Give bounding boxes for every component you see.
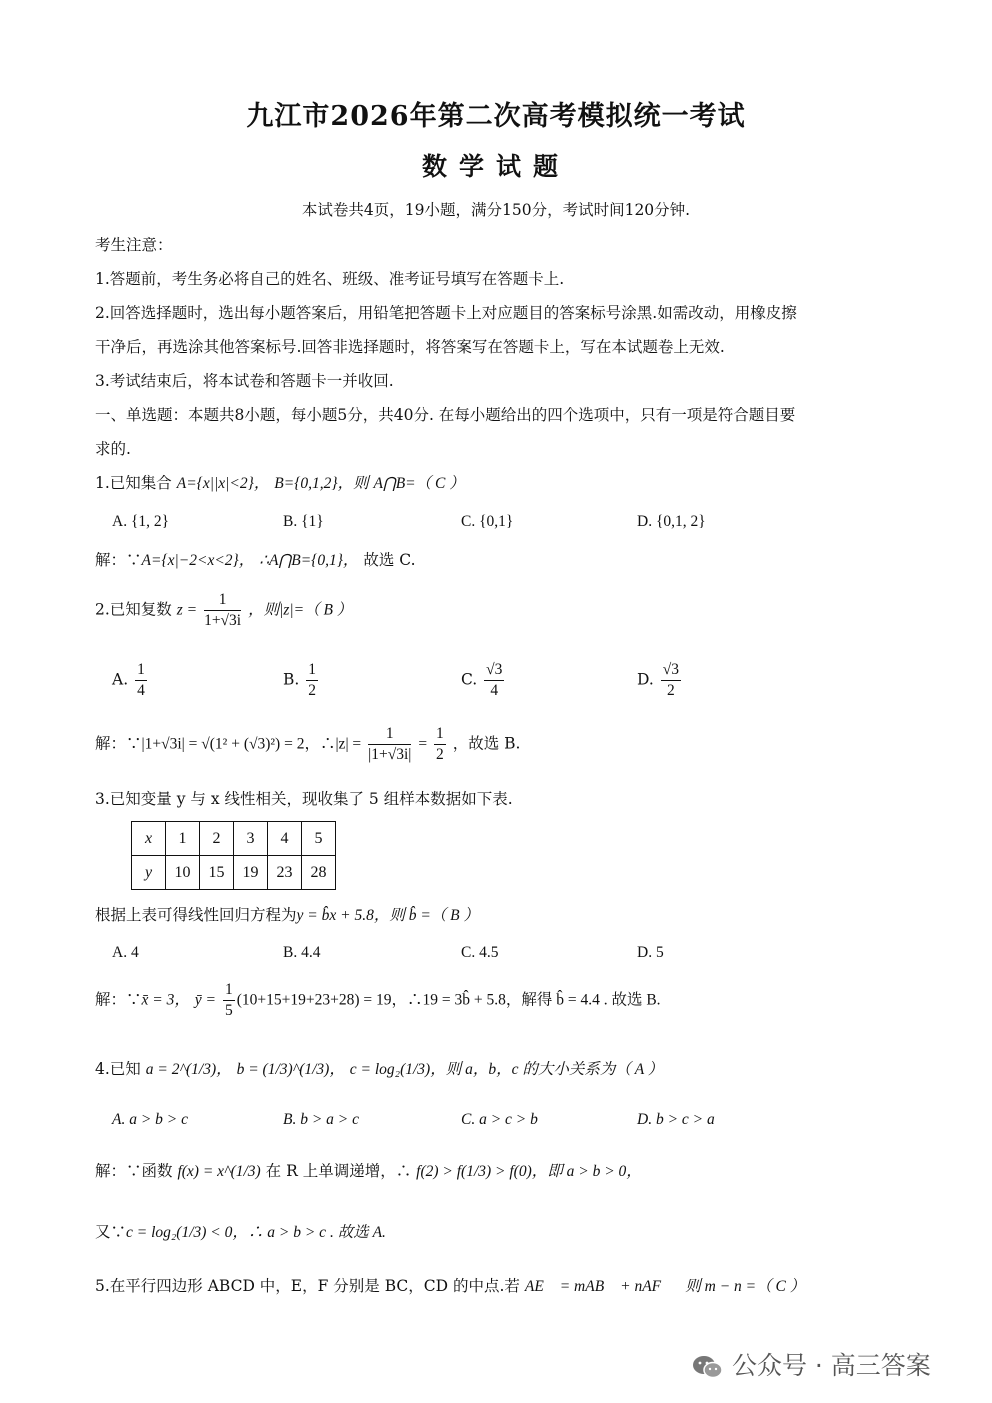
q2-option-d [637,660,683,701]
q4-c-expr: c = log₂(1/3)，则 a，b，c 的大小关系为（ A ） [349,1061,664,1078]
q2-frac-den: 1+√3i [204,612,242,629]
table-cell: 4 [268,822,302,856]
q2-opt-d-num: √3 [661,660,681,681]
q2-solution [95,724,520,765]
question-5 [95,1276,805,1297]
q3-regress-expr: y = b̂x + 5.8，则 b̂ =（ B ） [296,907,479,924]
q2-sol-frac2 [434,724,446,765]
q3-sol-rest: (10+15+19+23+28) = 19，∴19 = 3b̂ + 5.8，解得 b̂ = 4.4 . 故选 B. [236,991,661,1009]
q2-fraction [204,590,241,631]
q2-opt-c-den: 4 [490,682,499,699]
q2-sol-eq: = [418,735,428,753]
note-1: 1.答题前，考生务必将自己的姓名、班级、准考证号填写在答题卡上. [95,270,565,288]
q2-opt-c-frac [484,660,504,701]
q4-text: 已知 [109,1060,141,1078]
table-cell: 2 [200,822,234,856]
q3-regress-text: 根据上表可得线性回归方程为 [95,906,297,924]
q2-opt-a-den: 4 [137,682,145,699]
q3-option-b: B. 4.4 [283,944,321,961]
data-table [131,821,336,890]
q3-sol-frac [223,980,235,1021]
q3-regression [95,905,479,926]
table-cell: x [132,822,166,856]
q2-opt-b-frac [306,660,318,701]
q4-number: 4. [95,1060,110,1078]
q2-frac-num: 1 [204,590,241,611]
q4-option-c: C. a > c > b [461,1111,538,1128]
q3-option-a: A. 4 [112,944,139,961]
q2-sol-frac2-den: 2 [436,746,444,763]
q1-expr: A⋂B=（ C ） [373,475,465,492]
table-cell: 1 [166,822,200,856]
q1-option-c: C. {0,1} [461,513,514,530]
q4-sol1-prefix: 解：∵函数 [95,1162,173,1180]
q3-text: 已知变量 y 与 x 线性相关，现收集了 5 组样本数据如下表. [109,790,513,808]
q4-solution-line1 [95,1161,642,1182]
q1-text: 已知集合 [109,474,172,492]
q1-solution [95,550,416,571]
note-3: 3.考试结束后，将本试卷和答题卡一并收回. [95,372,394,390]
watermark-text: 公众号 · 高三答案 [731,1351,931,1380]
q3-sol-xbar: x̄ = 3， [141,991,190,1009]
q4-sol1-mid: 在 R 上单调递增，∴ [265,1162,412,1180]
q2-opt-d-frac [661,660,681,701]
q2-sol-suffix: ，故选 B. [452,734,521,753]
watermark [692,1346,931,1382]
q4-sol2-prefix: 又∵ [95,1223,127,1241]
q2-sol-frac1 [368,724,411,765]
q2-option-b [283,660,320,701]
q1-sol-expr1: A={x|−2<x<2}， [141,552,255,569]
table-cell: 19 [234,856,268,890]
q4-a-expr: a = 2^(1/3)， [145,1061,232,1078]
q1-option-b: B. {1} [283,513,324,530]
q3-sol-frac-den: 5 [224,1002,233,1019]
q5-expr: AE⃗ = mAB⃗ + nAF⃗，则 m − n =（ C ） [524,1278,806,1295]
question-3 [95,789,513,809]
q2-opt-c-num: √3 [484,660,504,681]
q2-number: 2. [95,600,110,619]
table-cell: 10 [166,856,200,890]
q4-option-d: D. b > c > a [637,1111,715,1128]
q2-option-a [112,660,149,701]
q3-sol-ybar: ȳ = [194,991,217,1009]
table-cell: 5 [302,822,336,856]
q2-sol-frac2-num: 1 [434,724,446,745]
table-cell: 15 [200,856,234,890]
q2-opt-d-label: D. [637,670,654,689]
q4-b-expr: b = (1/3)^(1/3)， [236,1061,345,1078]
question-4 [95,1059,663,1080]
q1-sol-prefix: 解：∵ [95,551,142,569]
question-1 [95,473,465,494]
q2-text: 已知复数 [109,600,172,619]
exam-info: 本试卷共4页，19小题，满分150分，考试时间120分钟. [301,201,691,219]
question-2 [95,590,352,631]
q2-sol-expr: |1+√3i| = √(1² + (√3)²) = 2，∴|z| = [141,735,362,753]
table-cell: 3 [234,822,268,856]
q3-number: 3. [95,790,110,808]
q1-set-a: A={x||x|<2}， [176,475,270,492]
section-heading-line1: 一、单选题：本题共8小题，每小题5分，共40分. 在每小题给出的四个选项中，只有一项是符合题目要 [95,406,796,424]
table-row [132,856,336,890]
q3-option-d: D. 5 [637,944,664,961]
q3-sol-frac-num: 1 [223,980,235,1001]
page-subtitle: 数学试题 [421,152,570,181]
q2-sol-frac1-num: 1 [368,724,411,745]
note-2a: 2.回答选择题时，选出每小题答案后，用铅笔把答题卡上对应题目的答案标号涂黑.如需改动，用橡皮擦 [95,304,797,322]
q2-after: ，则|z|=（ B ） [248,601,353,619]
q2-opt-b-den: 2 [308,682,317,699]
q5-text: 在平行四边形 ABCD 中，E，F 分别是 BC，CD 的中点.若 [109,1277,520,1295]
q2-opt-b-label: B. [283,670,300,689]
q2-z-eq: z = [176,601,198,619]
section-heading-line2: 求的. [95,440,131,458]
page-title: 九江市2026年第二次高考模拟统一考试 [246,101,746,132]
q2-sol-prefix: 解：∵ [95,734,142,753]
table-cell: y [132,856,166,890]
q1-sol-expr2: ∴A⋂B={0,1}， [259,552,359,569]
q2-sol-frac1-den: |1+√3i| [368,746,412,763]
q1-sol-suffix: 故选 C. [363,551,416,569]
q2-opt-a-frac [135,660,147,701]
table-cell: 28 [302,856,336,890]
q1-number: 1. [95,474,110,492]
q2-opt-b-num: 1 [306,660,318,681]
q4-sol1-expr2: f(2) > f(1/3) > f(0)，即 a > b > 0， [416,1163,642,1180]
q2-opt-c-label: C. [461,670,478,689]
q4-solution-line2 [95,1222,386,1243]
q1-set-b: B={0,1,2}，则 [274,475,369,492]
q4-option-b: B. b > a > c [283,1111,360,1128]
table-row [132,822,336,856]
q4-sol1-expr: f(x) = x^(1/3) [177,1163,261,1180]
note-2b: 干净后，再选涂其他答案标号.回答非选择题时，将答案写在答题卡上，写在本试题卷上无效. [95,338,725,356]
q3-option-c: C. 4.5 [461,944,499,961]
q2-opt-a-label: A. [112,670,129,689]
q4-sol2-expr: c = log₂(1/3) < 0，∴ a > b > c . 故选 A. [126,1224,386,1241]
q2-option-c [461,660,506,701]
q1-option-a: A. {1, 2} [112,513,170,530]
q1-option-d: D. {0,1, 2} [637,513,706,530]
q2-opt-d-den: 2 [667,682,675,699]
q4-option-a: A. a > b > c [112,1111,189,1128]
table-cell: 23 [268,856,302,890]
q3-sol-prefix: 解：∵ [95,990,142,1009]
q2-opt-a-num: 1 [135,660,147,681]
wechat-icon [692,1354,724,1380]
q5-number: 5. [95,1277,110,1295]
notes-heading: 考生注意： [95,236,173,254]
q3-solution [95,980,661,1021]
